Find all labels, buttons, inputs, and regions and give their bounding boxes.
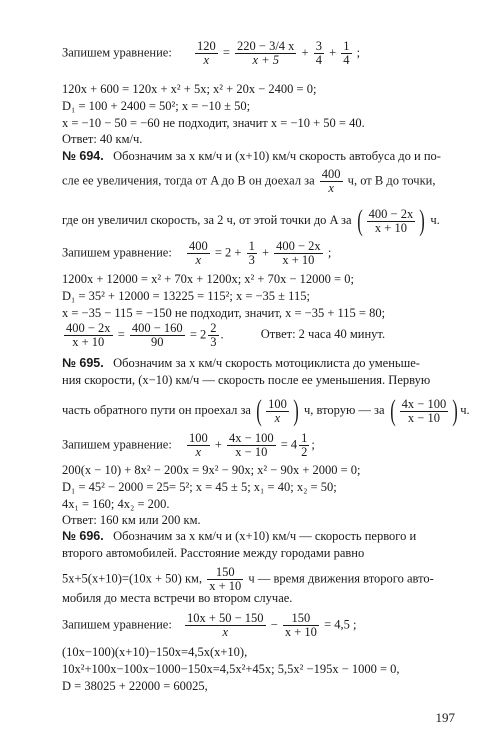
fraction: $\frac{400 - 2x}{x + 10}$ [368,206,414,235]
fraction: $\frac{150}{x + 10}$ [209,565,242,593]
problem-696-line: № 696. Обозначим за x км/ч и (x+10) км/ч — скорость первого и [62,529,417,543]
text-line: 1200x + 12000 = x² + 70x + 1200x; x² + 70x − 12000 = 0; [62,272,354,286]
text-line: 10x²+100x−100x−1000−150x=4,5x²+45x; 5,5x² −195x − 1000 = 0, [62,662,400,676]
problem-694-line: № 694. Обозначим за x км/ч и (x+10) км/ч скорость автобуса до и по- [62,149,441,163]
answer: Ответ: 2 часа 40 минут. [260,327,386,342]
page-number: 197 [435,710,455,725]
text-line: D₁ = 100 + 2400 = 50²; x = −10 ± 50; [62,99,251,113]
fraction: $\frac{400 - 160}{90}$ [131,321,183,349]
fraction: $\frac{150}{x + 10}$ [284,611,317,639]
fraction: $\frac{220 - 3/4 x}{x + 5}$ [237,39,295,67]
text-line: Ответ: 160 км или 200 км. [62,513,201,527]
fraction: $\frac{4x - 100}{x - 10}$ [401,396,447,425]
equation-line: Запишем уравнение: $\frac{400}{x}$ = 2 + $\frac{1}{3}$ + $\frac{400 - 2x}{x + 10}$ ; [62,239,332,267]
equation-line: Запишем уравнение: $\frac{120}{x}$ = $\frac{220 - 3/4 x}{x + 5}$ + $\frac{3}{4}$ + $\frac{1}{4}$ ; [62,39,361,67]
fraction: $\frac{1}{4}$ [343,39,350,67]
equation-line: Запишем уравнение: $\frac{10x + 50 - 150}{x}$ − $\frac{150}{x + 10}$ = 4,5 ; [62,611,357,639]
fraction: $\frac{400}{x}$ [321,167,341,195]
equation-line: $\frac{400 - 2x}{x + 10}$ = $\frac{400 - 160}{90}$ = 2 $\frac{2}{3}$ . Ответ: 2 часа 40 минут. [66,321,386,349]
problem-695-line: ния скорости, (x−10) км/ч — скорость после ее уменьшения. Первую [62,373,431,387]
problem-696-line: 5x+5(x+10)=(10x + 50) км, $\frac{150}{x + 10}$ ч — время движения второго авто- [62,565,434,593]
text-line: D₁ = 35² + 12000 = 13225 = 115²; x = −35 ± 115; [62,289,310,303]
problem-694-line: где он увеличил скорость, за 2 ч, от этой точки до A за ( $\frac{400 - 2x}{x + 10}$ ) ч. [62,204,440,237]
fraction: $\frac{2}{3}$ [210,321,217,349]
text-line: x = −35 − 115 = −150 не подходит, значит, x = −35 + 115 = 80; [62,306,386,320]
problem-number: № 695. [62,356,104,370]
fraction: $\frac{1}{3}$ [248,239,255,267]
text-line: x = −10 − 50 = −60 не подходит, значит x = −10 + 50 = 40. [62,116,365,130]
text-line: D₁ = 45² − 2000 = 25= 5²; x = 45 ± 5; x₁ = 40; x₂ = 50; [62,480,337,494]
fraction: $\frac{1}{2}$ [301,431,308,459]
problem-695-line: № 695. Обозначим за x км/ч скорость мотоциклиста до уменьше- [62,356,420,370]
text-line: 120x + 600 = 120x + x² + 5x; x² + 20x − 2400 = 0; [62,82,317,96]
text-line: 4x₁ = 160; 4x₂ = 200. [62,497,170,511]
fraction: $\frac{120}{x}$ [196,39,216,67]
text-line: Ответ: 40 км/ч. [62,132,143,146]
text-line: (10x−100)(x+10)−150x=4,5x(x+10), [62,645,248,659]
fraction: $\frac{400 - 2x}{x + 10}$ [66,321,111,349]
text-line: 200(x − 10) + 8x² − 200x = 9x² − 90x; x² − 90x + 2000 = 0; [62,463,361,477]
problem-696-line: мобиля до места встречи во втором случае. [62,591,293,605]
text-line: D = 38025 + 22000 = 60025, [62,679,208,693]
problem-number: № 696. [62,529,104,543]
label: Запишем уравнение: [62,45,172,60]
fraction: $\frac{400 - 2x}{x + 10}$ [276,239,321,267]
problem-number: № 694. [62,149,104,163]
fraction: $\frac{100}{x}$ [268,396,287,425]
fraction: $\frac{10x + 50 - 150}{x}$ [186,611,264,639]
problem-696-line: второго автомобилей. Расстояние между городами равно [62,546,365,560]
fraction: $\frac{4x - 100}{x - 10}$ [229,431,274,459]
problem-694-line: сле ее увеличения, тогда от A до B он доехал за $\frac{400}{x}$ ч, от B до точки, [62,167,436,195]
fraction: $\frac{100}{x}$ [188,431,208,459]
fraction: $\frac{400}{x}$ [188,239,208,267]
problem-695-line: часть обратного пути он проехал за ( $\frac{100}{x}$ ) ч, вторую — за ( $\frac{4x - 100}{x - 10}$ ) ч. [62,394,470,427]
equation-line: Запишем уравнение: $\frac{100}{x}$ + $\frac{4x - 100}{x - 10}$ = 4 $\frac{1}{2}$ ; [62,431,315,459]
fraction: $\frac{3}{4}$ [315,39,322,67]
